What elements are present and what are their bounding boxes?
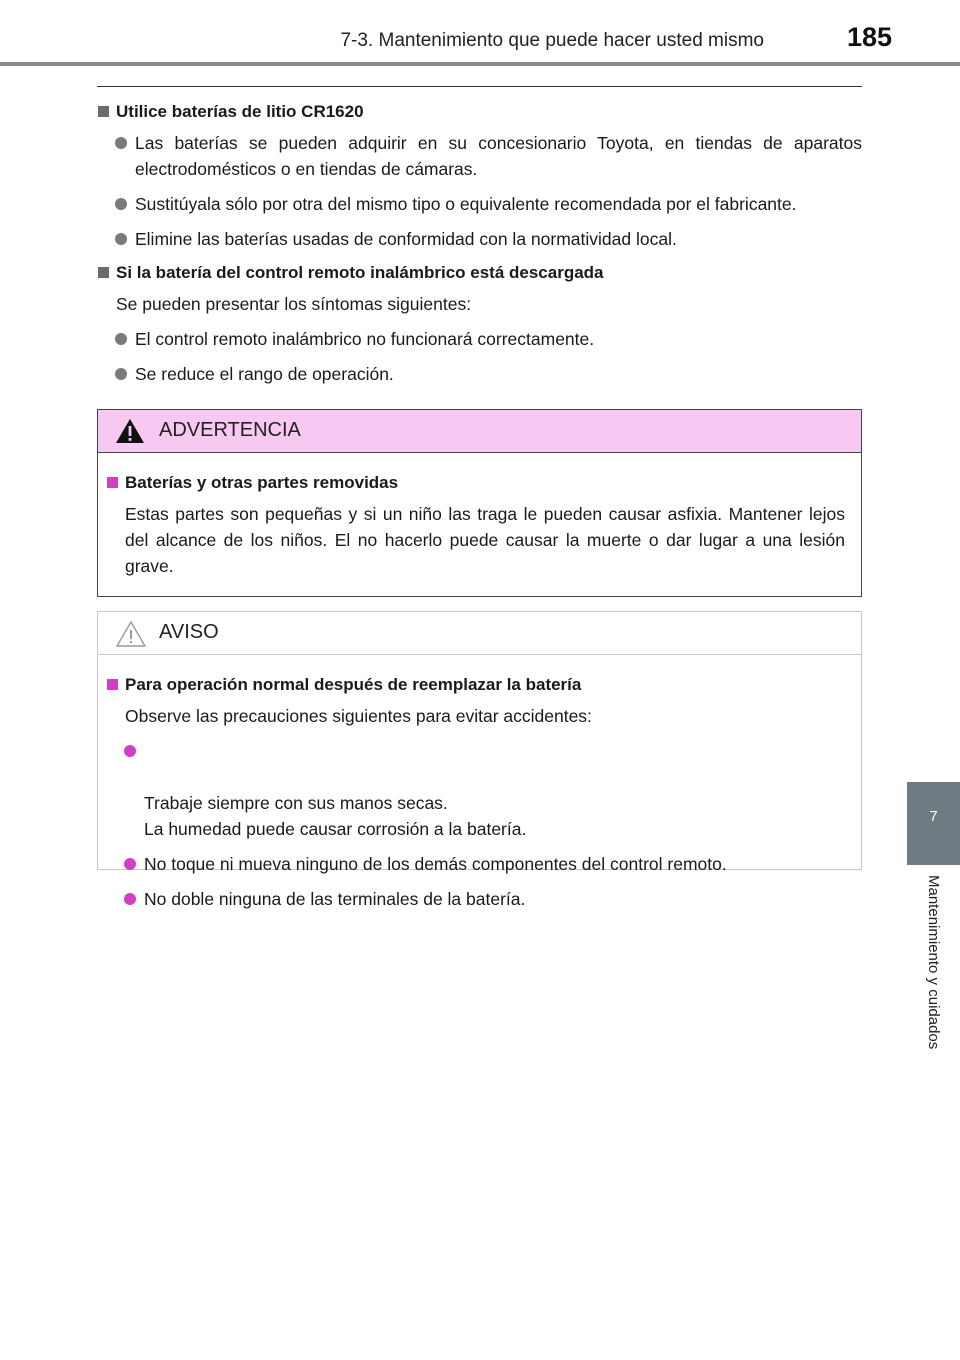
section-heading-text: Si la batería del control remoto inalámbrico está descargada [116, 263, 604, 282]
header-rule [0, 62, 960, 66]
list-item-text: Se reduce el rango de operación. [135, 364, 394, 384]
chapter-title: 7-3. Mantenimiento que puede hacer usted mismo [340, 30, 764, 51]
list-item-text: Las baterías se pueden adquirir en su concesionario Toyota, en tiendas de aparatos electrodomésticos o en tiendas de cámaras. [135, 133, 862, 179]
page-number: 185 [846, 22, 892, 52]
section-heading-lithium [97, 100, 862, 124]
round-bullet-icon [115, 233, 127, 245]
round-bullet-icon [124, 893, 136, 905]
warning-heading [106, 471, 845, 495]
notice-heading [106, 673, 845, 697]
warning-title: ADVERTENCIA [159, 419, 301, 441]
chapter-tab-label: Mantenimiento y cuidados [925, 875, 942, 1050]
list-item-text: No toque ni mueva ninguno de los demás componentes del control remoto. [144, 854, 727, 874]
notice-heading-text: Para operación normal después de reemplazar la batería [125, 675, 582, 694]
caution-triangle-icon [115, 620, 147, 648]
square-bullet-icon [98, 267, 109, 278]
chapter-tab-number: 7 [929, 808, 938, 825]
round-bullet-icon [124, 745, 136, 757]
list-item [97, 130, 862, 182]
main-content [97, 96, 862, 396]
round-bullet-icon [115, 333, 127, 345]
list-item-text: Elimine las baterías usadas de conformidad con la normatividad local. [135, 229, 677, 249]
list-item [97, 361, 862, 387]
warning-box [97, 409, 862, 597]
list-item [106, 851, 845, 877]
notice-box [97, 611, 862, 909]
notice-title: AVISO [159, 621, 219, 643]
round-bullet-icon [115, 368, 127, 380]
list-item [97, 326, 862, 352]
content-divider [97, 86, 862, 87]
square-bullet-icon [107, 679, 118, 690]
warning-header [98, 410, 861, 453]
list-item-text: Trabaje siempre con sus manos secas. La humedad puede causar corrosión a la batería. [144, 793, 527, 839]
warning-body [98, 453, 861, 579]
section-intro: Se pueden presentar los síntomas siguientes: [116, 294, 472, 314]
page-header [0, 0, 960, 66]
list-item [97, 191, 862, 217]
round-bullet-icon [115, 198, 127, 210]
list-item [106, 886, 845, 912]
warning-triangle-icon [115, 418, 145, 444]
notice-body [98, 655, 861, 912]
list-item [97, 226, 862, 252]
chapter-tab[interactable] [907, 782, 960, 865]
list-item-text: No doble ninguna de las terminales de la batería. [144, 889, 526, 909]
list-item-text: Sustitúyala sólo por otra del mismo tipo o equivalente recomendada por el fabricante. [135, 194, 797, 214]
section-heading-discharged [97, 261, 862, 285]
square-bullet-icon [107, 477, 118, 488]
notice-header [98, 612, 861, 655]
section-heading-text: Utilice baterías de litio CR1620 [116, 102, 364, 121]
list-item [106, 738, 845, 842]
round-bullet-icon [115, 137, 127, 149]
square-bullet-icon [98, 106, 109, 117]
list-item-text: El control remoto inalámbrico no funcionará correctamente. [135, 329, 595, 349]
round-bullet-icon [124, 858, 136, 870]
notice-intro: Observe las precauciones siguientes para evitar accidentes: [125, 706, 592, 726]
warning-text: Estas partes son pequeñas y si un niño las traga le pueden causar asfixia. Mantener lejos del alcance de los niños. El no hacerlo puede causar la muerte o dar lugar a una lesión grave. [125, 504, 845, 576]
warning-heading-text: Baterías y otras partes removidas [125, 473, 399, 492]
